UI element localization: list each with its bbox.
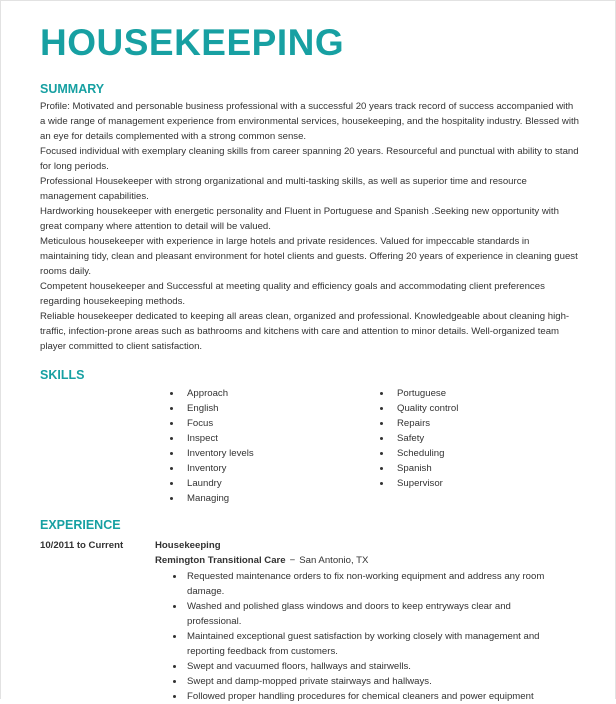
skill-item: Spanish [380,461,458,476]
summary-paragraph: Professional Housekeeper with strong organizational and multi-tasking skills, as well as superior time and resource management capabilities. [40,176,527,202]
skill-item: Repairs [380,416,458,431]
job-location: San Antonio, TX [299,555,369,566]
skill-item: Managing [170,491,254,506]
skills-list-right [380,386,458,491]
skill-item: Inspect [170,431,254,446]
skills-heading: SKILLS [40,368,85,382]
job-separator: − [289,555,296,566]
resume-title: HOUSEKEEPING [40,22,345,63]
summary-paragraph: Focused individual with exemplary cleaning skills from career spanning 20 years. Resourceful and punctual with ability to stand for long periods. [40,146,579,172]
summary-heading: SUMMARY [40,82,105,96]
skill-item: Approach [170,386,254,401]
job-bullets [155,569,565,704]
skill-item: Scheduling [380,446,458,461]
skill-item: English [170,401,254,416]
job-bullet: Swept and damp-mopped private stairways and hallways. [155,674,565,689]
summary-paragraph: Hardworking housekeeper with energetic personality and Fluent in Portuguese and Spanish .Seeking new opportunity with great company where attention to detail will be valued. [40,206,559,232]
job-bullet: Requested maintenance orders to fix non-working equipment and address any room damage. [155,569,565,599]
skill-item: Laundry [170,476,254,491]
summary-section [40,99,580,354]
job-company: Remington Transitional Care [155,555,286,566]
job-title: Housekeeping [155,540,221,551]
summary-paragraph: Meticulous housekeeper with experience in large hotels and private residences. Valued for impeccable standards in maintaining tidy, clean and pleasant environment for hotel clients and guests. Offering 20 years of experience in cleaning guest rooms daily. [40,236,578,277]
job-bullet: Followed proper handling procedures for chemical cleaners and power equipment [155,689,565,704]
skill-item: Inventory [170,461,254,476]
job-bullet: Washed and polished glass windows and doors to keep entryways clear and professional. [155,599,565,629]
job-bullet: Maintained exceptional guest satisfaction by working closely with management and reporting feedback from customers. [155,629,565,659]
job-dates: 10/2011 to Current [40,540,124,551]
job-employer-line [155,555,368,566]
skill-item: Inventory levels [170,446,254,461]
skills-list-left [170,386,254,506]
summary-paragraph: Competent housekeeper and Successful at meeting quality and efficiency goals and accommodating client preferences regarding housekeeping methods. [40,281,545,307]
skill-item: Quality control [380,401,458,416]
summary-paragraph: Profile: Motivated and personable business professional with a successful 20 years track record of success accompanied with a wide range of management experience from environmental services, housekeeping, and the hospitality industry. Blessed with an eye for details complemented with a strong common sense. [40,101,579,142]
summary-paragraph: Reliable housekeeper dedicated to keeping all areas clean, organized and professional. Knowledgeable about cleaning high-traffic, infection-prone areas such as bathrooms and kitchens with care and attention to minor details. Well-organized team player committed to client satisfaction. [40,311,570,352]
skill-item: Safety [380,431,458,446]
skill-item: Supervisor [380,476,458,491]
experience-heading: EXPERIENCE [40,518,121,532]
skill-item: Portuguese [380,386,458,401]
job-bullet: Swept and vacuumed floors, hallways and stairwells. [155,659,565,674]
skill-item: Focus [170,416,254,431]
